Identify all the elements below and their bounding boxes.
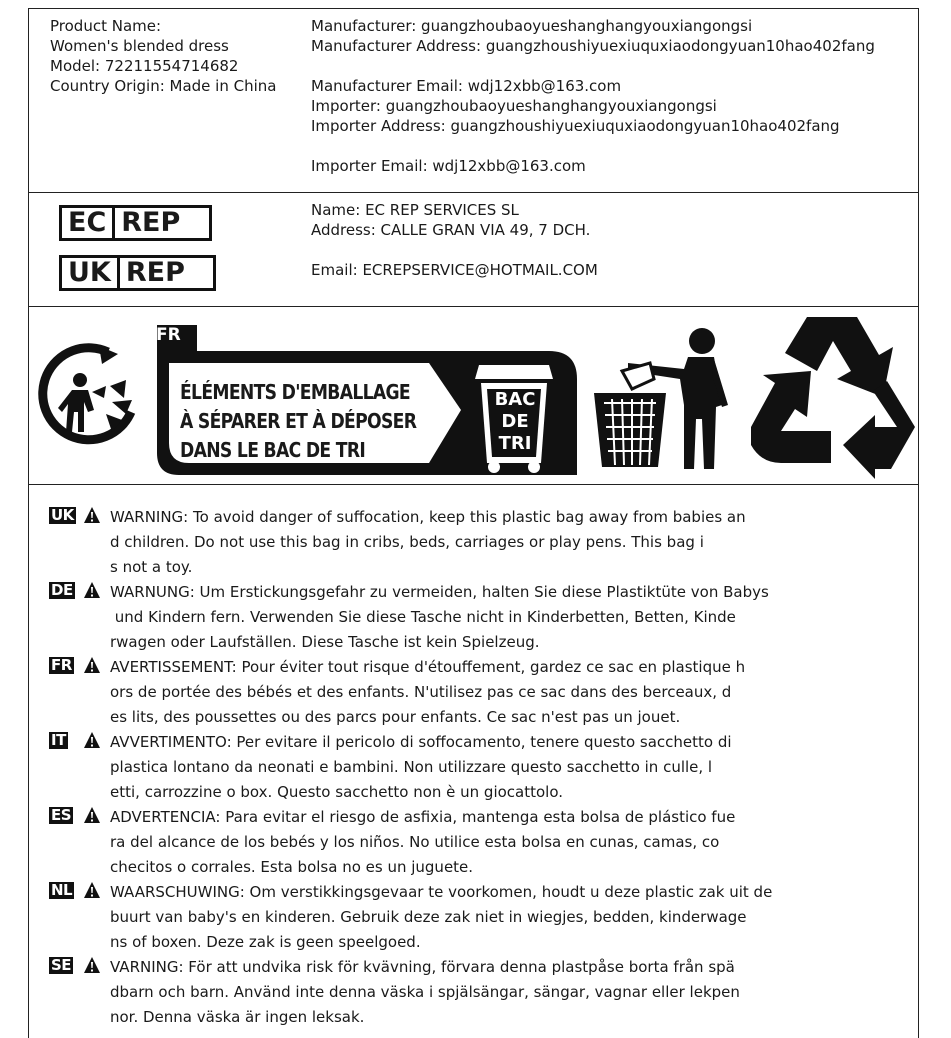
country-code-uk: UK [51,506,74,524]
country-code-fr: FR [51,656,72,674]
product-label [28,8,919,1038]
warning-triangle-icon [83,656,101,674]
warning-triangle-icon [83,581,101,599]
triman-line-2: À SÉPARER ET À DÉPOSER [180,409,417,433]
ec-rep-badge [59,205,212,241]
manufacturer-name: Manufacturer: guangzhoubaoyueshanghangyouxiangongsi [311,17,753,35]
ec-rep-badge-left: EC [62,208,115,238]
bin-label-3: TRI [498,433,532,454]
recycle-icon [747,311,918,481]
triman-icon [36,342,142,448]
uk-rep-badge-left: UK [62,258,120,288]
importer-email: Importer Email: wdj12xbb@163.com [311,157,586,175]
warning-triangle-icon [83,956,101,974]
recycling-symbols-section [29,307,918,485]
product-name: Women's blended dress [50,37,229,55]
triman-instructions [180,378,416,465]
rep-address: Address: CALLE GRAN VIA 49, 7 DCH. [311,221,591,239]
rep-email: Email: ECREPSERVICE@HOTMAIL.COM [311,261,598,279]
product-name-heading: Product Name: [50,17,162,35]
product-info-section [29,9,918,193]
warning-text-es: ADVERTENCIA: Para evitar el riesgo de asfixia, mantenga esta bolsa de plástico fue ra del alcance de los bebés y los niños. No utilice esta bolsa en cunas, camas, co checitos o corrales. Esta bolsa no es un juguete. [110,808,736,876]
ec-rep-badge-right: REP [121,207,181,238]
authorized-rep-section [29,193,918,307]
uk-rep-badge [59,255,216,291]
warning-triangle-icon [83,806,101,824]
product-details [50,16,276,96]
manufacturer-email: Manufacturer Email: wdj12xbb@163.com [311,77,622,95]
tidyman-icon [592,319,742,474]
manufacturer-details [311,16,875,176]
country-code-se: SE [51,956,72,974]
uk-rep-badge-right: REP [125,257,185,288]
warnings-section [29,485,918,1038]
warning-text-uk: WARNING: To avoid danger of suffocation, keep this plastic bag away from babies an d children. Do not use this bag in cribs, beds, carriages or play pens. This bag i s not a toy. [110,508,746,576]
product-model: Model: 72211554714682 [50,57,239,75]
country-code-de: DE [51,581,73,599]
warning-text-nl: WAARSCHUWING: Om verstikkingsgevaar te voorkomen, houdt u deze plastic zak uit de buurt van baby's en kinderen. Gebruik deze zak niet in wiegjes, bedden, kinderwage ns of boxen. Deze zak is geen speelgoed. [110,883,773,951]
importer-address: Importer Address: guangzhoushiyuexiuquxiaodongyuan10hao402fang [311,117,840,135]
warning-triangle-icon [83,506,101,524]
country-code-nl: NL [51,881,73,899]
warning-text-se: VARNING: För att undvika risk för kvävning, förvara denna plastpåse borta från spä dbarn och barn. Använd inte denna väska i spjälsängar, sängar, vagnar eller lekpen nor. Denna väska är ingen leksak. [110,958,740,1026]
country-code-es: ES [51,806,72,824]
bin-label [487,389,543,455]
rep-name: Name: EC REP SERVICES SL [311,201,519,219]
bin-label-2: DE [501,411,529,432]
importer-name: Importer: guangzhoubaoyueshanghangyouxiangongsi [311,97,717,115]
country-origin: Country Origin: Made in China [50,77,277,95]
triman-line-3: DANS LE BAC DE TRI [180,438,366,462]
bin-label-1: BAC [494,389,536,410]
warning-text-fr: AVERTISSEMENT: Pour éviter tout risque d'étouffement, gardez ce sac en plastique h ors de portée des bébés et des enfants. N'utilisez pas ce sac dans des berceaux, d es lits, des poussettes ou des parcs pour enfants. Ce sac n'est pas un jouet. [110,658,746,726]
warning-triangle-icon [83,881,101,899]
warning-text-it: AVVERTIMENTO: Per evitare il pericolo di soffocamento, tenere questo sacchetto di plastica lontano da neonati e bambini. Non utilizzare questo sacchetto in culle, l etti, carrozzine o box. Questo sacchetto non è un giocattolo. [110,733,732,801]
country-code-it: IT [51,731,66,749]
manufacturer-address: Manufacturer Address: guangzhoushiyuexiuquxiaodongyuan10hao402fang [311,37,875,55]
warning-text-de: WARNUNG: Um Erstickungsgefahr zu vermeiden, halten Sie diese Plastiktüte von Babys und Kindern fern. Verwenden Sie diese Tasche nicht in Kinderbetten, Betten, Kinde rwagen oder Laufställen. Diese Tasche ist kein Spielzeug. [110,583,769,651]
warning-triangle-icon [83,731,101,749]
triman-country: FR [156,325,181,345]
triman-line-1: ÉLÉMENTS D'EMBALLAGE [180,380,411,404]
rep-details [311,200,598,280]
